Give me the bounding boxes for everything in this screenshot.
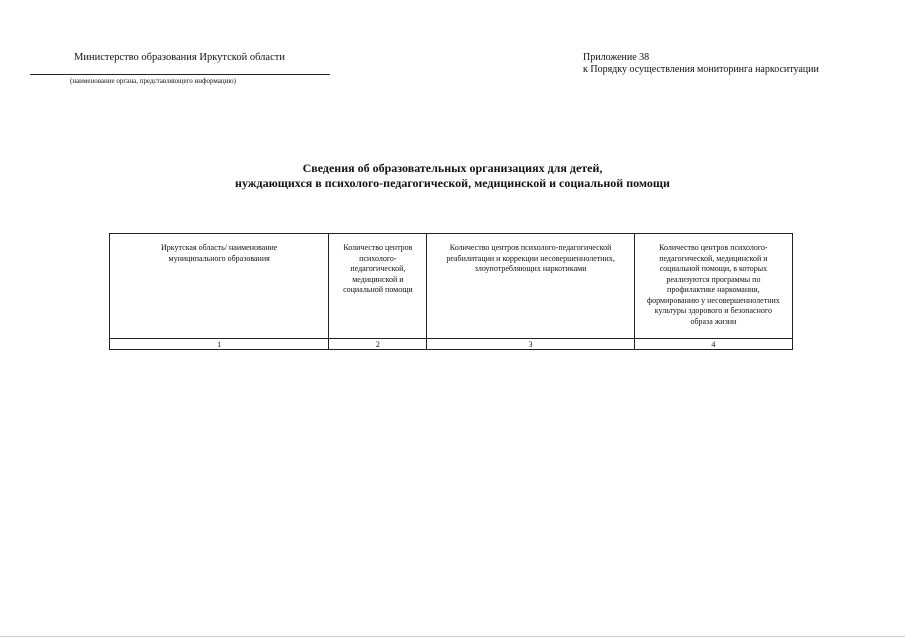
column-header-territory xyxy=(110,234,329,339)
table-number-row xyxy=(110,339,793,350)
appendix-note xyxy=(583,52,819,76)
report-table xyxy=(109,233,793,350)
organization-caption: (наименование органа, представляющего информацию) xyxy=(70,77,236,85)
column-number: 2 xyxy=(329,339,427,350)
column-number: 1 xyxy=(110,339,329,350)
column-header-prevention-program-centers-text: Количество центров психолого-педагогической, медицинской и социальной помощи, в которых реализуются программы по профилактике наркомании, формированию у несовершеннолетних культуры здорового и безопасного образа жизни xyxy=(646,243,780,326)
scan-edge-line xyxy=(0,636,905,637)
organization-name: Министерство образования Иркутской области xyxy=(74,52,285,63)
appendix-number: Приложение 38 xyxy=(583,52,650,63)
column-header-ppms-centers-text: Количество центров психолого-педагогической, медицинской и социальной помощи xyxy=(343,243,413,294)
column-header-ppms-centers xyxy=(329,234,427,339)
column-header-territory-text: Иркутская область/ наименование муниципального образования xyxy=(160,243,278,263)
column-header-rehabilitation-centers xyxy=(427,234,634,339)
document-title xyxy=(0,161,905,191)
table-header-row xyxy=(110,234,793,339)
document-title-line-2: нуждающихся в психолого-педагогической, медицинской и социальной помощи xyxy=(235,176,670,190)
column-number: 4 xyxy=(634,339,792,350)
column-number: 3 xyxy=(427,339,634,350)
organization-underline xyxy=(30,74,330,75)
column-header-rehabilitation-centers-text: Количество центров психолого-педагогической реабилитации и коррекции несовершеннолетних, злоупотребляющих наркотиками xyxy=(446,243,615,273)
document-title-line-1: Сведения об образовательных организациях для детей, xyxy=(302,161,603,175)
column-header-prevention-program-centers xyxy=(634,234,792,339)
appendix-reference: к Порядку осуществления мониторинга наркоситуации xyxy=(583,64,819,75)
